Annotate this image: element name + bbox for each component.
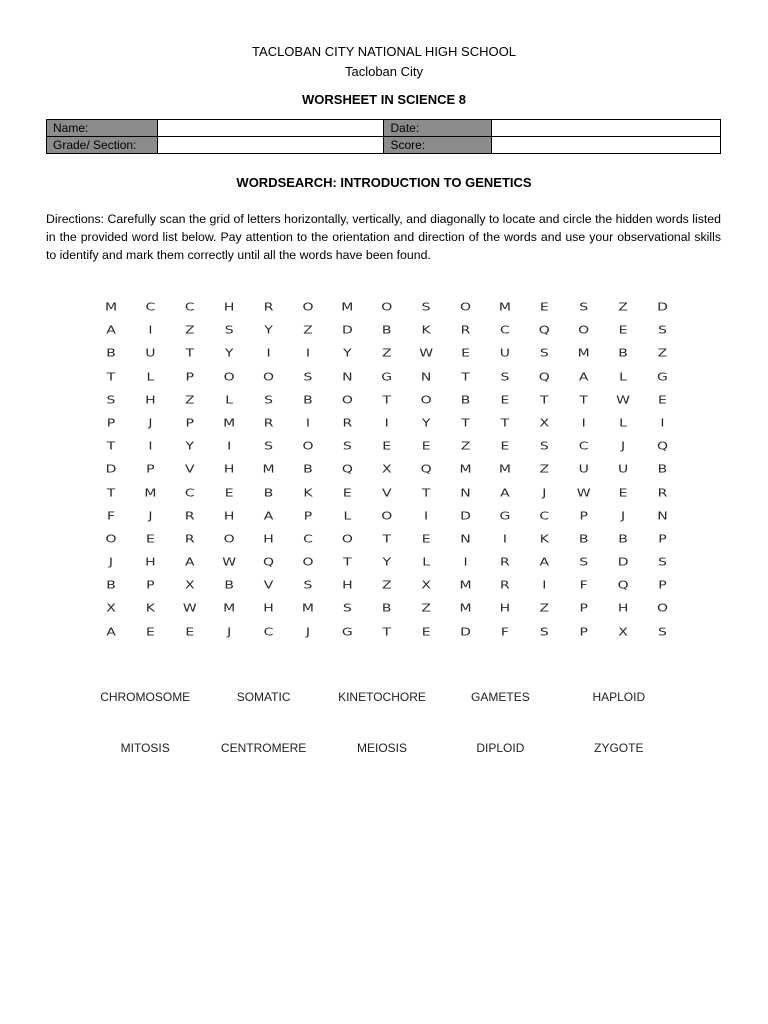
grid-letter[interactable]: T — [106, 370, 116, 384]
score-field[interactable] — [492, 137, 721, 154]
grid-letter[interactable]: P — [185, 416, 194, 430]
grid-letter[interactable]: I — [227, 440, 232, 453]
grid-letter[interactable]: R — [657, 486, 668, 499]
grid-letter[interactable]: J — [305, 625, 311, 639]
grid-letter[interactable]: S — [539, 625, 549, 639]
word-list-item: MITOSIS — [120, 741, 170, 755]
grid-letter[interactable]: M — [459, 579, 472, 592]
grid-letter[interactable]: T — [106, 440, 116, 453]
grid-letter[interactable]: C — [578, 440, 589, 453]
grid-letter[interactable]: Q — [656, 440, 668, 453]
grid-letter[interactable]: S — [658, 625, 667, 639]
date-label: Date: — [384, 120, 492, 137]
directions-text: Directions: Carefully scan the grid of letters horizontally, vertically, and diagonally to locate and circle the hidden words listed in the provided word list below. Pay attention to the orientation and direction of the words and use your observational skills to identify and mark them correctly until all the words have been found. — [46, 212, 721, 262]
grid-letter[interactable]: Q — [538, 324, 550, 337]
grid-letter[interactable]: S — [579, 556, 589, 569]
grid-letter[interactable]: R — [263, 301, 274, 314]
grid-letter[interactable]: Q — [617, 579, 629, 592]
grade-section-field[interactable] — [157, 137, 384, 154]
grid-letter[interactable]: S — [264, 393, 273, 407]
grid-letter[interactable]: I — [660, 416, 665, 430]
grid-letter[interactable]: H — [145, 393, 156, 407]
grid-letter[interactable]: Z — [303, 324, 313, 337]
grid-letter[interactable]: N — [460, 532, 471, 546]
grid-letter[interactable]: Z — [618, 301, 628, 314]
name-label: Name: — [47, 120, 158, 137]
grid-letter[interactable]: O — [302, 301, 314, 314]
grid-letter[interactable]: Q — [538, 370, 550, 384]
grid-letter[interactable]: F — [579, 579, 588, 592]
grid-letter[interactable]: P — [658, 532, 667, 546]
grid-letter[interactable]: O — [302, 440, 314, 453]
grid-letter[interactable]: J — [542, 486, 547, 499]
grid-letter[interactable]: O — [341, 393, 353, 407]
word-list-item: DIPLOID — [476, 741, 525, 755]
grid-letter[interactable]: Q — [420, 463, 432, 476]
grid-letter[interactable]: N — [657, 509, 668, 523]
grid-letter[interactable]: X — [106, 602, 116, 615]
grid-letter[interactable]: A — [184, 556, 195, 569]
date-field[interactable] — [492, 120, 721, 137]
grid-letter[interactable]: C — [263, 625, 274, 639]
grid-letter[interactable]: M — [301, 602, 314, 615]
grid-letter[interactable]: L — [619, 416, 627, 430]
grid-letter[interactable]: P — [658, 579, 667, 592]
grid-letter[interactable]: I — [424, 509, 429, 523]
grid-letter[interactable]: S — [264, 440, 273, 453]
grid-letter[interactable]: Y — [421, 416, 431, 430]
grid-letter[interactable]: S — [224, 324, 234, 337]
grid-letter[interactable]: R — [500, 556, 510, 569]
grid-letter[interactable]: X — [421, 579, 431, 592]
word-list-item: CHROMOSOME — [100, 690, 191, 704]
grid-letter[interactable]: M — [341, 301, 354, 314]
grid-letter[interactable]: M — [223, 602, 236, 615]
score-label: Score: — [384, 137, 492, 154]
grid-letter[interactable]: H — [499, 602, 511, 615]
grid-letter[interactable]: I — [148, 440, 153, 453]
grid-letter[interactable]: V — [263, 579, 274, 592]
grid-letter[interactable]: O — [105, 532, 117, 546]
grid-letter[interactable]: S — [658, 324, 667, 337]
grid-letter[interactable]: H — [223, 463, 235, 476]
grid-letter[interactable]: W — [222, 556, 237, 569]
grid-letter[interactable]: S — [579, 301, 589, 314]
grid-letter[interactable]: H — [263, 602, 274, 615]
grid-letter[interactable]: T — [382, 393, 392, 407]
grid-letter[interactable]: M — [498, 301, 511, 314]
grid-letter[interactable]: W — [419, 347, 434, 360]
name-field[interactable] — [157, 120, 384, 137]
grade-section-label: Grade/ Section: — [47, 137, 158, 154]
grid-letter[interactable]: I — [463, 556, 468, 569]
grid-letter[interactable]: Z — [539, 602, 550, 615]
grid-letter[interactable]: B — [224, 579, 234, 592]
grid-letter[interactable]: D — [341, 324, 353, 337]
grid-letter[interactable]: S — [303, 370, 313, 384]
grid-letter[interactable]: N — [342, 370, 353, 384]
grid-letter[interactable]: V — [184, 463, 195, 476]
grid-letter[interactable]: H — [342, 579, 353, 592]
grid-letter[interactable]: B — [303, 463, 313, 476]
worksheet-title: WORSHEET IN SCIENCE 8 — [302, 92, 466, 107]
grid-letter[interactable]: Z — [381, 579, 392, 592]
grid-letter[interactable]: R — [500, 579, 510, 592]
grid-letter[interactable]: W — [576, 486, 591, 499]
grid-letter[interactable]: S — [342, 602, 352, 615]
school-city: Tacloban City — [344, 64, 424, 79]
grid-letter[interactable]: L — [225, 393, 234, 407]
grid-letter[interactable]: A — [106, 324, 116, 337]
grid-letter[interactable]: B — [303, 393, 313, 407]
grid-letter[interactable]: G — [381, 370, 393, 384]
grid-letter[interactable]: L — [619, 370, 627, 384]
grid-letter[interactable]: T — [343, 556, 352, 569]
info-row — [47, 137, 721, 154]
grid-letter[interactable]: O — [656, 602, 668, 615]
grid-letter[interactable]: F — [106, 509, 116, 523]
grid-letter[interactable]: U — [499, 347, 511, 360]
grid-letter[interactable]: C — [500, 324, 510, 337]
grid-letter[interactable]: P — [185, 370, 194, 384]
grid-letter[interactable]: E — [500, 440, 510, 453]
grid-letter[interactable]: O — [223, 370, 235, 384]
grid-letter[interactable]: S — [539, 347, 549, 360]
grid-letter[interactable]: H — [617, 602, 629, 615]
grid-letter[interactable]: T — [461, 370, 470, 384]
grid-letter[interactable]: E — [421, 532, 431, 546]
grid-letter[interactable]: H — [145, 556, 156, 569]
grid-letter[interactable]: E — [145, 625, 155, 639]
grid-letter[interactable]: I — [502, 532, 507, 546]
grid-letter[interactable]: E — [618, 486, 628, 499]
grid-letter[interactable]: L — [146, 370, 155, 384]
grid-letter[interactable]: K — [421, 324, 431, 337]
grid-letter[interactable]: X — [381, 463, 392, 476]
grid-letter[interactable]: S — [342, 440, 352, 453]
grid-letter[interactable]: Y — [264, 324, 273, 337]
grid-letter[interactable]: R — [460, 324, 471, 337]
info-row — [47, 120, 721, 137]
grid-letter[interactable]: E — [185, 625, 195, 639]
grid-letter[interactable]: H — [263, 532, 274, 546]
grid-letter[interactable]: E — [342, 486, 352, 499]
grid-letter[interactable]: Z — [184, 324, 195, 337]
grid-letter[interactable]: P — [579, 625, 588, 639]
word-list-item: SOMATIC — [236, 690, 291, 704]
grid-letter[interactable]: M — [577, 347, 590, 360]
grid-letter[interactable]: I — [581, 416, 586, 430]
grid-letter[interactable]: T — [106, 486, 116, 499]
grid-letter[interactable]: B — [460, 393, 471, 407]
grid-letter[interactable]: Y — [185, 440, 195, 453]
word-list-item: KINETOCHORE — [338, 690, 426, 704]
grid-letter[interactable]: B — [381, 602, 392, 615]
grid-letter[interactable]: W — [182, 602, 197, 615]
word-list — [86, 690, 678, 755]
grid-letter[interactable]: D — [460, 509, 471, 523]
grid-letter[interactable]: L — [422, 556, 431, 569]
grid-letter[interactable]: D — [105, 463, 117, 476]
grid-letter[interactable]: I — [305, 416, 311, 430]
grid-letter[interactable]: X — [618, 625, 628, 639]
grid-letter[interactable]: X — [539, 416, 550, 430]
word-list-item: GAMETES — [471, 690, 530, 704]
grid-letter[interactable]: A — [500, 486, 510, 499]
grid-letter[interactable]: G — [499, 509, 511, 523]
grid-letter[interactable]: T — [421, 486, 431, 499]
grid-letter[interactable]: C — [184, 301, 195, 314]
wordsearch-title: WORDSEARCH: INTRODUCTION TO GENETICS — [236, 175, 532, 190]
grid-letter[interactable]: R — [342, 416, 353, 430]
grid-letter[interactable]: I — [384, 416, 389, 430]
grid-letter[interactable]: H — [223, 301, 235, 314]
grid-letter[interactable]: O — [341, 532, 353, 546]
grid-letter[interactable]: B — [618, 532, 628, 546]
grid-letter[interactable]: E — [145, 532, 155, 546]
grid-letter[interactable]: A — [539, 556, 550, 569]
grid-letter[interactable]: T — [579, 393, 588, 407]
grid-letter[interactable]: S — [539, 440, 549, 453]
grid-letter[interactable]: U — [617, 463, 629, 476]
grid-letter[interactable]: X — [184, 579, 195, 592]
grid-letter[interactable]: T — [461, 416, 470, 430]
grid-letter[interactable]: V — [381, 486, 392, 499]
grid-letter[interactable]: O — [263, 370, 275, 384]
grid-letter[interactable]: F — [500, 625, 509, 639]
grid-letter[interactable]: K — [303, 486, 313, 499]
grid-letter[interactable]: T — [500, 416, 510, 430]
grid-letter[interactable]: P — [146, 463, 155, 476]
grid-letter[interactable]: E — [224, 486, 234, 499]
grid-letter[interactable]: J — [621, 509, 626, 523]
grid-letter[interactable]: Z — [539, 463, 550, 476]
grid-letter[interactable]: S — [106, 393, 116, 407]
grid-letter[interactable]: M — [144, 486, 157, 499]
grid-letter[interactable]: M — [262, 463, 275, 476]
grid-letter[interactable]: P — [579, 509, 588, 523]
grid-letter[interactable]: N — [460, 486, 471, 499]
grid-letter[interactable]: P — [146, 579, 155, 592]
grid-letter[interactable]: O — [223, 532, 235, 546]
school-name: TACLOBAN CITY NATIONAL HIGH SCHOOL — [252, 44, 516, 59]
grid-letter[interactable]: I — [148, 324, 153, 337]
grid-letter[interactable]: M — [459, 463, 472, 476]
grid-letter[interactable]: U — [145, 347, 156, 360]
grid-letter[interactable]: T — [540, 393, 549, 407]
grid-letter[interactable]: J — [621, 440, 626, 453]
grid-letter[interactable]: O — [460, 301, 472, 314]
grid-letter[interactable]: E — [382, 440, 392, 453]
grid-letter[interactable]: Z — [657, 347, 668, 360]
grid-letter[interactable]: J — [227, 625, 232, 639]
grid-letter[interactable]: N — [420, 370, 432, 384]
grid-letter[interactable]: Z — [381, 347, 392, 360]
grid-letter[interactable]: G — [657, 370, 668, 384]
grid-letter[interactable]: M — [104, 301, 118, 314]
grid-letter[interactable]: O — [578, 324, 590, 337]
word-list-item: HAPLOID — [592, 690, 646, 704]
grid-letter[interactable]: E — [461, 347, 470, 360]
grid-letter[interactable]: T — [185, 347, 195, 360]
word-list-item: CENTROMERE — [220, 741, 307, 755]
grid-letter[interactable]: A — [578, 370, 589, 384]
grid-letter[interactable]: K — [145, 602, 155, 615]
grid-letter[interactable]: G — [341, 625, 353, 639]
grid-letter[interactable]: I — [266, 347, 271, 360]
grid-letter[interactable]: D — [460, 625, 471, 639]
grid-letter[interactable]: K — [539, 532, 549, 546]
word-list-item: MEIOSIS — [356, 741, 407, 755]
grid-letter[interactable]: E — [500, 393, 510, 407]
grid-letter[interactable]: M — [459, 602, 472, 615]
grid-letter[interactable]: C — [184, 486, 195, 499]
grid-letter[interactable]: E — [421, 440, 431, 453]
grid-letter[interactable]: A — [106, 625, 116, 639]
grid-letter[interactable]: H — [223, 509, 235, 523]
grid-letter[interactable]: P — [579, 602, 588, 615]
grid-letter[interactable]: P — [303, 509, 313, 523]
grid-letter[interactable]: O — [381, 509, 393, 523]
grid-letter[interactable]: Y — [382, 556, 392, 569]
grid-letter[interactable]: I — [305, 347, 311, 360]
grid-letter[interactable]: B — [578, 532, 589, 546]
grid-letter[interactable]: I — [542, 579, 547, 592]
grid-letter[interactable]: S — [421, 301, 431, 314]
grid-letter[interactable]: R — [184, 509, 195, 523]
grid-letter[interactable]: R — [184, 532, 195, 546]
grid-letter[interactable]: M — [223, 416, 236, 430]
grid-letter[interactable]: B — [106, 347, 116, 360]
student-info-table — [46, 119, 721, 154]
grid-letter[interactable]: U — [578, 463, 589, 476]
grid-letter[interactable]: B — [657, 463, 668, 476]
grid-letter[interactable]: C — [539, 509, 550, 523]
grid-letter[interactable]: J — [148, 509, 153, 523]
grid-letter[interactable]: J — [148, 416, 153, 430]
grid-letter[interactable]: W — [616, 393, 630, 407]
grid-letter[interactable]: E — [421, 625, 431, 639]
grid-letter[interactable]: Y — [343, 347, 352, 360]
grid-letter[interactable]: D — [657, 301, 668, 314]
grid-letter[interactable]: E — [658, 393, 667, 407]
grid-letter[interactable]: B — [381, 324, 392, 337]
grid-letter[interactable]: T — [382, 625, 392, 639]
grid-letter[interactable]: R — [263, 416, 274, 430]
grid-letter[interactable]: S — [303, 579, 313, 592]
grid-letter[interactable]: A — [263, 509, 274, 523]
grid-letter[interactable]: O — [302, 556, 314, 569]
grid-letter[interactable]: Q — [341, 463, 353, 476]
grid-letter[interactable]: L — [343, 509, 352, 523]
grid-letter[interactable]: E — [539, 301, 549, 314]
grid-letter[interactable]: P — [106, 416, 116, 430]
grid-letter[interactable]: O — [381, 301, 393, 314]
grid-letter[interactable]: M — [498, 463, 511, 476]
grid-letter[interactable]: D — [617, 556, 629, 569]
grid-letter[interactable]: Z — [421, 602, 431, 615]
grid-letter[interactable]: B — [618, 347, 628, 360]
grid-letter[interactable]: C — [303, 532, 313, 546]
grid-letter[interactable]: Z — [460, 440, 471, 453]
grid-letter[interactable]: E — [618, 324, 628, 337]
grid-letter[interactable]: S — [658, 556, 667, 569]
grid-letter[interactable]: Y — [224, 347, 234, 360]
grid-letter[interactable]: B — [263, 486, 274, 499]
grid-letter[interactable]: C — [145, 301, 156, 314]
grid-letter[interactable]: B — [106, 579, 116, 592]
grid-letter[interactable]: O — [420, 393, 432, 407]
grid-letter[interactable]: S — [500, 370, 510, 384]
letter-grid — [99, 301, 690, 649]
word-list-item: ZYGOTE — [594, 741, 644, 755]
grid-letter[interactable]: J — [108, 556, 114, 569]
grid-letter[interactable]: T — [382, 532, 392, 546]
grid-letter[interactable]: Z — [184, 393, 195, 407]
grid-letter[interactable]: Q — [263, 556, 275, 569]
